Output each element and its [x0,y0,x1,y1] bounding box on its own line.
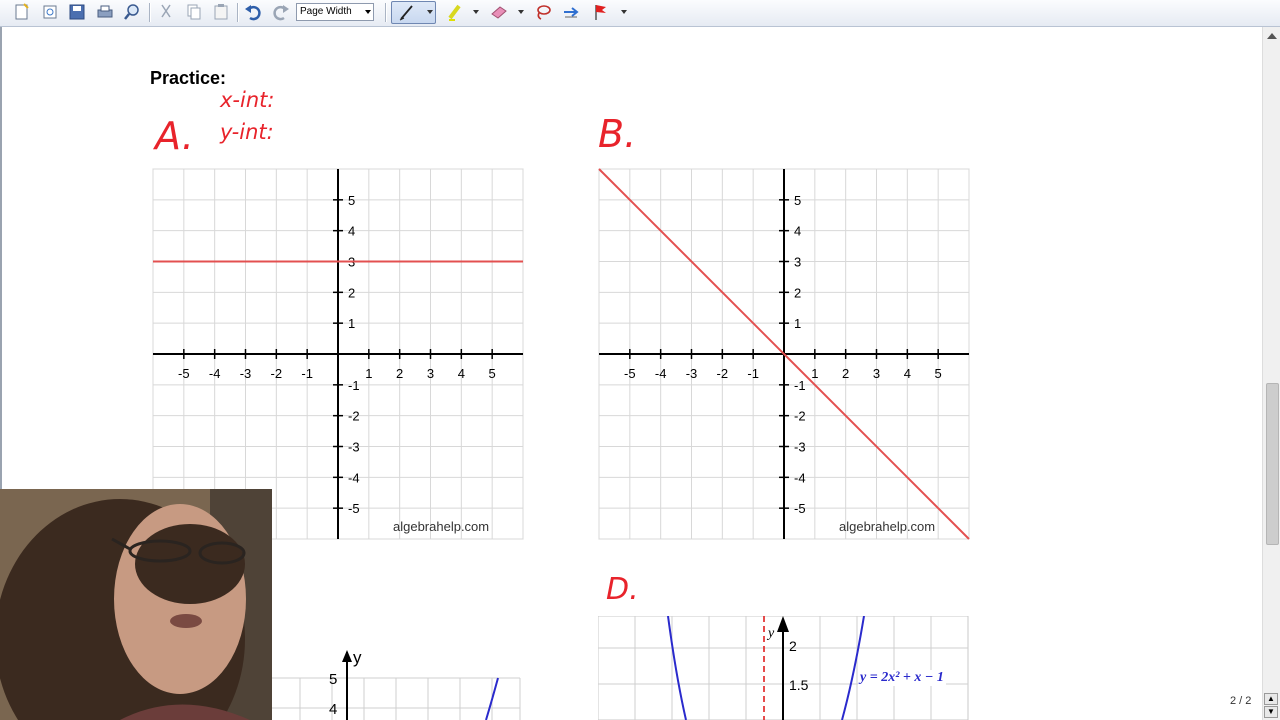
x-tick-label: -5 [178,366,190,381]
graph-c-y-axis-label: y [353,648,362,667]
print-icon[interactable] [95,2,115,22]
x-tick-label: 5 [934,366,942,381]
y-tick-label: 3 [348,254,356,270]
graph-c-svg [272,640,522,720]
y-tick-label: -5 [348,501,360,517]
graph-d-y-axis-label: y [768,626,775,641]
y-tick-label: 1 [794,316,802,332]
zoom-icon[interactable] [122,2,142,22]
graph-d-tick-label: 1.5 [789,677,809,693]
chevron-down-icon [365,10,371,14]
graph-a [152,168,524,540]
y-tick-label: 2 [794,285,802,301]
presenter-image [0,489,272,720]
x-tick-label: 3 [426,366,435,381]
scroll-up-icon[interactable] [1267,33,1277,39]
x-tick-label: -4 [654,366,667,381]
flag-dropdown-icon[interactable] [621,10,627,14]
handwritten-label-a: A. [155,114,194,158]
insert-space-icon[interactable] [561,2,581,22]
y-tick-label: 3 [794,254,802,270]
y-tick-label: -2 [794,408,806,424]
graph-b-watermark: algebrahelp.com [839,519,936,534]
cut-icon[interactable] [156,2,176,22]
page-title: Practice: [150,68,227,88]
y-tick-label: -1 [794,377,806,393]
lasso-icon[interactable] [533,2,553,22]
handwritten-label-d: D. [606,572,639,607]
graph-c-tick-label: 5 [329,671,338,688]
previous-page-icon[interactable]: ▲ [1264,693,1278,705]
copy-icon[interactable] [184,2,204,22]
x-tick-label: 1 [811,366,819,381]
paste-icon[interactable] [211,2,231,22]
new-page-icon[interactable] [12,2,32,22]
y-tick-label: -4 [348,470,360,486]
pen-dropdown-icon[interactable] [427,10,433,14]
eraser-icon[interactable] [489,2,509,22]
x-tick-label: -1 [747,366,759,381]
x-tick-label: -2 [716,366,729,381]
page-indicator: 2 / 2 [1226,694,1255,708]
y-tick-label: -3 [794,439,806,455]
toolbar [0,0,1280,27]
zoom-select-value: Page Width [300,6,352,17]
next-page-icon[interactable]: ▼ [1264,706,1278,718]
y-tick-label: -3 [348,439,360,455]
x-tick-label: 1 [365,366,373,381]
graph-c-tick-label: 4 [329,701,338,718]
handwritten-y-int: y-int: [220,120,274,144]
y-tick-label: -5 [794,501,806,517]
y-tick-label: -4 [794,470,806,486]
y-tick-label: 1 [348,316,356,332]
graph-a-watermark: algebrahelp.com [393,519,490,534]
graph-b-svg [598,168,970,540]
webcam-video [0,489,272,720]
x-tick-label: -4 [208,366,221,381]
save-icon[interactable] [67,2,87,22]
handwritten-label-b: B. [598,112,637,156]
scrollbar-thumb[interactable] [1266,383,1279,545]
y-tick-label: -1 [348,377,360,393]
flag-icon[interactable] [591,2,611,22]
x-tick-label: -2 [270,366,283,381]
y-tick-label: 2 [348,285,356,301]
graph-d-tick-label: 2 [789,638,797,654]
undo-icon[interactable] [243,2,263,22]
zoom-select[interactable] [296,3,374,21]
highlighter-icon[interactable] [445,2,465,22]
graph-b [598,168,970,540]
x-tick-label: 5 [488,366,496,381]
graph-d [598,616,970,720]
handwritten-x-int: x-int: [220,88,275,112]
highlighter-dropdown-icon[interactable] [473,10,479,14]
vertical-scrollbar[interactable] [1262,27,1280,720]
eraser-dropdown-icon[interactable] [518,10,524,14]
redo-icon[interactable] [271,2,291,22]
x-tick-label: 4 [903,366,911,381]
y-tick-label: 5 [794,192,802,208]
pen-icon[interactable] [397,2,417,22]
x-tick-label: -3 [685,366,698,381]
graph-a-svg [152,168,524,540]
y-tick-label: 4 [348,223,356,239]
y-tick-label: -2 [348,408,360,424]
y-tick-label: 5 [348,192,356,208]
graph-d-equation: y = 2x² + x − 1 [860,670,944,685]
graph-d-svg [598,616,970,720]
x-tick-label: 2 [396,366,404,381]
x-tick-label: 4 [457,366,465,381]
open-icon[interactable] [40,2,60,22]
x-tick-label: -1 [301,366,313,381]
x-tick-label: -5 [624,366,636,381]
x-tick-label: 2 [842,366,850,381]
y-tick-label: 4 [794,223,802,239]
x-tick-label: 3 [872,366,881,381]
x-tick-label: -3 [239,366,252,381]
graph-c [272,640,522,720]
